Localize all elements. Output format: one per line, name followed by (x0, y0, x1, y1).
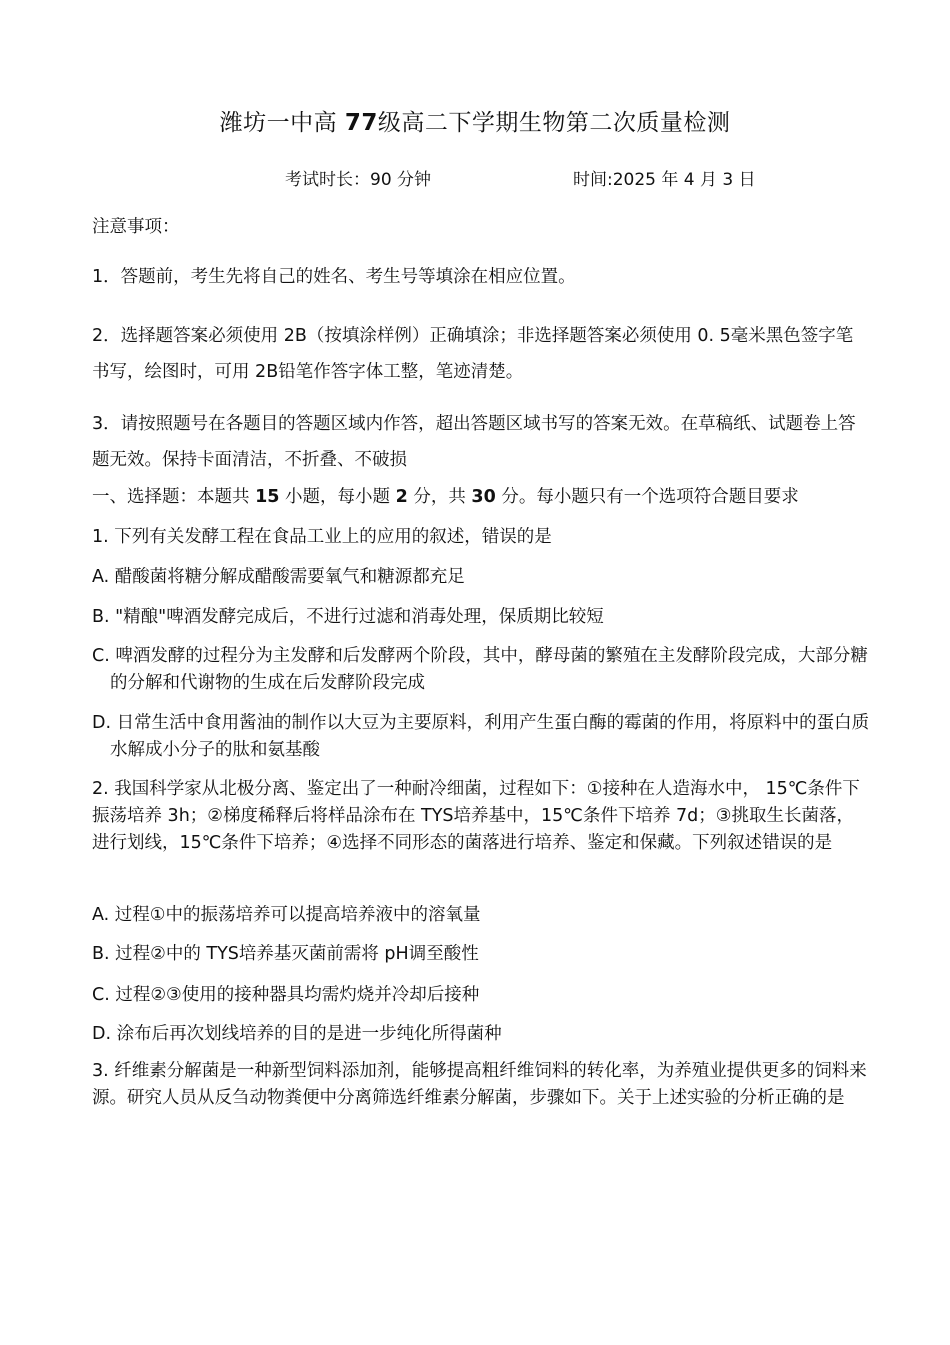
title-suffix: 级高二下学期生物第二次质量检测 (377, 110, 731, 136)
exam-date: 时间:2025 年 4 月 3 日 (573, 170, 756, 190)
question-2-option-a: A. 过程①中的振荡培养可以提高培养液中的溶氧量 (92, 905, 481, 925)
section-text-4: 分。每小题只有一个选项符合题目要求 (495, 487, 799, 507)
question-3-stem: 3. 纤维素分解菌是一种新型饲料添加剂，能够提高粗纤维饲料的转化率，为养殖业提供更多的饲料来源。研究人员从反刍动物粪便中分离筛选纤维素分解菌，步骤如下。关于上述实验的分析正确的是 (92, 1061, 867, 1108)
question-2-stem: 2. 我国科学家从北极分离、鉴定出了一种耐冷细菌，过程如下：①接种在人造海水中， 15℃条件下振荡培养 3h；②梯度稀释后将样品涂布在 TYS培养基中，15℃条件下培养 7d；③挑取生长菌落，进行划线，15℃条件下培养；④选择不同形态的菌落进行培养、鉴定和保藏。下列叙述错误的是 (92, 779, 860, 853)
section-total: 30 (471, 487, 496, 507)
exam-title (0, 104, 950, 137)
section-text-2: 小题，每小题 (279, 487, 396, 507)
question-1-option-c: C. 啤酒发酵的过程分为主发酵和后发酵两个阶段，其中，酵母菌的繁殖在主发酵阶段完成，大部分糖的分解和代谢物的生成在后发酵阶段完成 (92, 646, 868, 693)
section-each: 2 (395, 487, 408, 507)
section-text-1: 一、选择题：本题共 (92, 487, 256, 507)
note-item-3: 3．请按照题号在各题目的答题区域内作答，超出答题区域书写的答案无效。在草稿纸、试题卷上答题无效。保持卡面清洁，不折叠、不破损 (92, 414, 856, 470)
question-2-option-c: C. 过程②③使用的接种器具均需灼烧并冷却后接种 (92, 985, 480, 1005)
question-1-option-a: A. 醋酸菌将糖分解成醋酸需要氧气和糖源都充足 (92, 567, 465, 587)
notes-heading: 注意事项： (92, 217, 180, 237)
question-2-option-b: B. 过程②中的 TYS培养基灭菌前需将 pH调至酸性 (92, 944, 479, 964)
note-item-1: 1．答题前，考生先将自己的姓名、考生号等填涂在相应位置。 (92, 267, 576, 287)
section-count: 15 (255, 487, 280, 507)
section-heading (92, 484, 867, 511)
title-grade: 77 (344, 110, 378, 136)
exam-duration: 考试时长：90 分钟 (285, 170, 432, 190)
title-prefix: 潍坊一中高 (219, 110, 345, 136)
question-1-stem: 1. 下列有关发酵工程在食品工业上的应用的叙述，错误的是 (92, 527, 552, 547)
note-item-2: 2．选择题答案必须使用 2B（按填涂样例）正确填涂；非选择题答案必须使用 0. 5毫米黑色签字笔书写，绘图时，可用 2B铅笔作答字体工整，笔迹清楚。 (92, 326, 854, 382)
question-1-option-b: B. "精酿"啤酒发酵完成后，不进行过滤和消毒处理，保质期比较短 (92, 607, 604, 627)
question-1-option-d: D. 日常生活中食用酱油的制作以大豆为主要原料，利用产生蛋白酶的霉菌的作用，将原料中的蛋白质水解成小分子的肽和氨基酸 (92, 713, 870, 760)
question-2-option-d: D. 涂布后再次划线培养的目的是进一步纯化所得菌种 (92, 1024, 502, 1044)
section-text-3: 分，共 (407, 487, 472, 507)
